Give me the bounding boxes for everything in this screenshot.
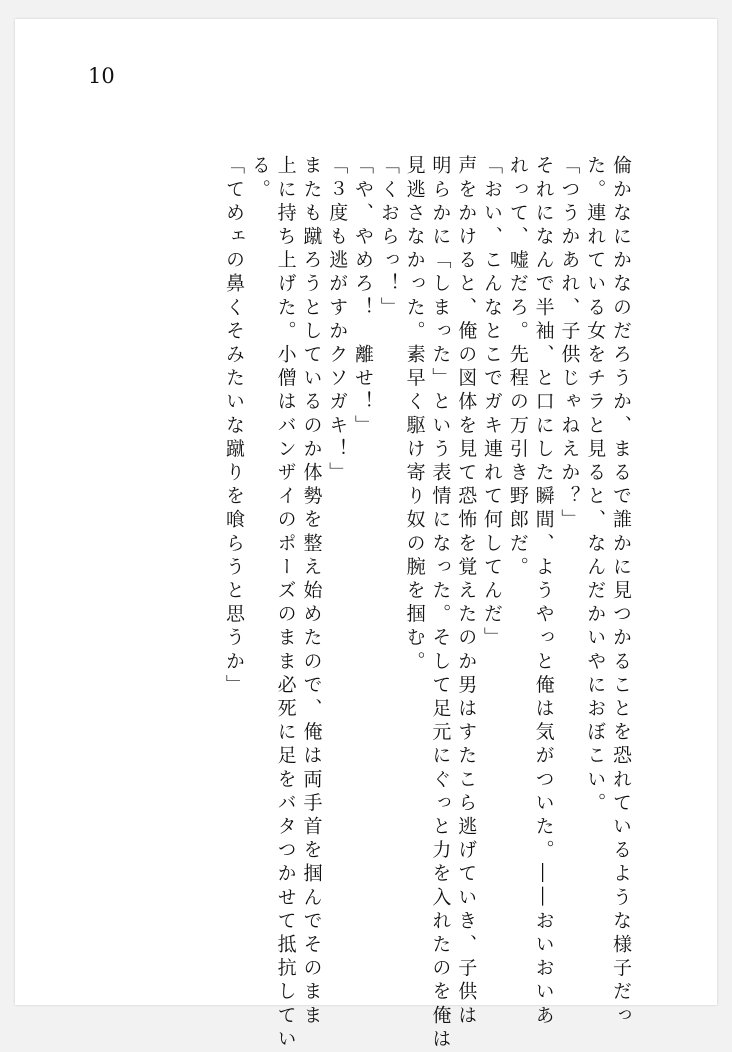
text-line: 「てめェの鼻くそみたいな蹴りを喰らうと思うか」	[223, 155, 246, 698]
text-line: た。連れている女をチラと見ると、なんだかいやにおぼこい。	[584, 155, 607, 816]
text-line: またも蹴ろうとしているのか体勢を整え始めたので、俺は両手首を掴んでそのまま	[300, 155, 323, 1029]
book-page	[15, 19, 717, 1052]
vertical-text-body	[220, 155, 633, 1052]
text-line: 倫かなにかなのだろうか、まるで誰かに見つかることを恐れているような様子だっ	[610, 155, 632, 1029]
text-line: 上に持ち上げた。小僧はバンザイのポーズのまま必死に足をバタつかせて抵抗してい	[274, 155, 297, 1052]
text-line: 「くおらっ！」	[377, 155, 400, 321]
text-line: る。	[248, 155, 271, 203]
text-line: れって、嘘だろ。先程の万引き野郎だ。	[506, 155, 529, 580]
text-line: 「３度も逃がすかクソガキ！」	[326, 155, 349, 486]
text-line: 明らかに「しまった」という表情になった。そして足元にぐっと力を入れたのを俺は	[429, 155, 452, 1052]
text-line: それになんで半袖、と口にした瞬間、ようやっと俺は気がついた。――おいおいあ	[532, 155, 555, 1029]
text-line: 「おい、こんなとこでガキ連れて何してんだ」	[481, 155, 504, 651]
text-line: 「つうかあれ、子供じゃねえか？」	[558, 155, 581, 533]
page-number: 10	[88, 64, 115, 88]
text-line: 「や、やめろ！ 離せ！」	[352, 155, 375, 439]
text-line: 声をかけると、俺の図体を見て恐怖を覚えたのか男はすたこら逃げていき、子供は	[455, 155, 478, 1029]
text-line: 見逃さなかった。素早く駆け寄り奴の腕を掴む。	[403, 155, 426, 675]
